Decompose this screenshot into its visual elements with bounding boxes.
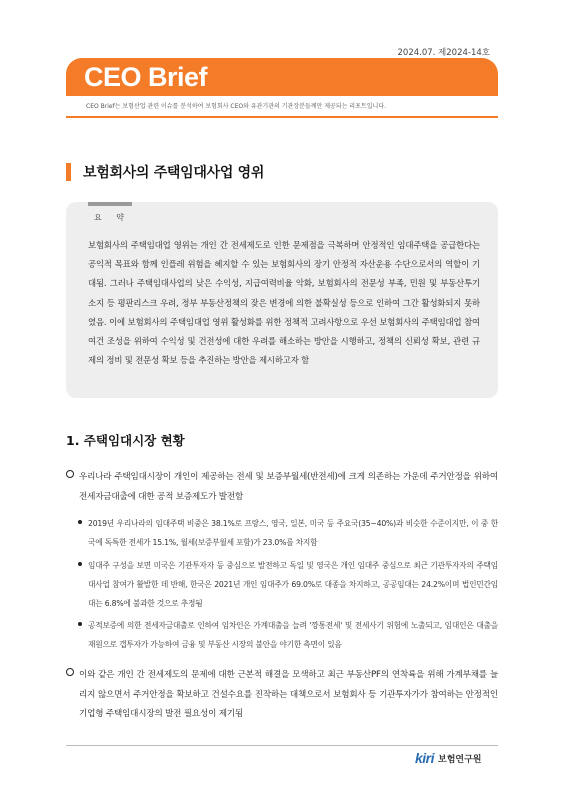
- article-title: [66, 163, 264, 181]
- section-heading: 1. 주택임대시장 현황: [66, 433, 185, 448]
- summary-tab-bar: [88, 202, 132, 206]
- kiri-logo: [415, 750, 482, 766]
- circle-point-text: 이와 같은 개인 간 전세제도의 문제에 대한 근본적 해결을 모색하고 최근 부동산PF의 연착륙을 위해 가계부채를 늘리지 않으면서 주거안정을 확보하고 건설수요를 진작하는 대책으로서 보험회사 등 기관투자가가 참여하는 안정적인 기업형 주택임대시장의 발전 필요성이 제기됨: [79, 670, 498, 719]
- circle-point-1: [66, 468, 498, 507]
- brand-banner: [66, 58, 498, 96]
- bullet-item-1: [78, 514, 498, 552]
- circle-bullet-icon: [66, 470, 74, 478]
- issue-number: 2024.07. 제2024-14호: [397, 48, 490, 58]
- dot-bullet-icon: [78, 622, 82, 626]
- article-title-text: 보험회사의 주택임대사업 영위: [83, 165, 265, 181]
- summary-box: [66, 202, 498, 398]
- summary-label: 요 약: [94, 213, 130, 222]
- bullet-item-2: [78, 556, 498, 613]
- bullet-text: 임대주 구성을 보면 미국은 기관투자자 등 중심으로 발전하고 독일 및 영국은 개인 임대주 중심으로 최근 기관투자자의 주택임대사업 참여가 활발한 데 반해, 한국은 2021년 개인 임대주가 69.0%로 대종을 차지하고, 공공임대는 24.2%이며 법인민간임대는 6.8%에 불과한 것으로 추정됨: [88, 561, 498, 608]
- circle-point-text: 우리나라 주택임대시장이 개인이 제공하는 전세 및 보증부월세(반전세)에 크게 의존하는 가운데 주거안정을 위하여 전세자금대출에 대한 공적 보증제도가 발전함: [79, 472, 498, 502]
- circle-bullet-icon: [66, 668, 74, 676]
- brand-title: CEO Brief: [84, 62, 208, 92]
- footer-divider: [66, 745, 498, 746]
- dot-bullet-icon: [78, 520, 82, 524]
- bullet-text: 공적보증에 의한 전세자금대출로 인하여 임차인은 가계대출을 늘려 '깡통전세' 및 전세사기 위험에 노출되고, 임대인은 대출을 재원으로 갭투자가 가능하여 금융 및 부동산 시장의 불안을 야기한 측면이 있음: [88, 621, 498, 649]
- bullet-text: 2019년 우리나라의 임대주택 비중은 38.1%로 프랑스, 영국, 일본, 미국 등 주요국(35~40%)과 비슷한 수준이지만, 이 중 한국에 독특한 전세가 15.1%, 월세(보증부월세 포함)가 23.0%를 차지함: [88, 519, 498, 547]
- circle-point-2: [66, 666, 498, 725]
- summary-text: 보험회사의 주택임대업 영위는 개인 간 전세제도로 인한 문제점을 극복하며 안정적인 임대주택을 공급한다는 공익적 목표와 함께 인플레 위험을 헤지할 수 있는 보험회사의 장기 안정적 자산운용 수단으로서의 역할이 기대됨. 그러나 주택임대사업의 낮은 수익성, 지급여력비율 악화, 보험회사의 전문성 부족, 민원 및 부동산투기 소지 등 평판리스크 우려, 정부 부동산정책의 잦은 변경에 의한 불확실성 등으로 인하여 그간 활성화되지 못하였음. 이에 보험회사의 주택임대업 영위 활성화를 위한 정책적 고려사항으로 우선 보험회사의 주택임대업 참여 여건 조성을 위하여 수익성 및 건전성에 대한 우려를 해소하는 방안을 시행하고, 정책의 신뢰성 확보, 관련 규제의 정비 및 전문성 확보 등을 추진하는 방안을 제시하고자 함: [88, 240, 480, 366]
- dot-bullet-icon: [78, 562, 82, 566]
- logo-mark: kiri: [415, 750, 435, 766]
- logo-text: 보험연구원: [438, 754, 482, 765]
- bullet-item-3: [78, 616, 498, 654]
- title-accent-bar: [66, 163, 71, 181]
- brand-subtitle: CEO Brief는 보험산업 관련 이슈를 분석하여 보험회사 CEO와 유관기관의 기관장분들께만 제공되는 리포트입니다.: [66, 96, 498, 118]
